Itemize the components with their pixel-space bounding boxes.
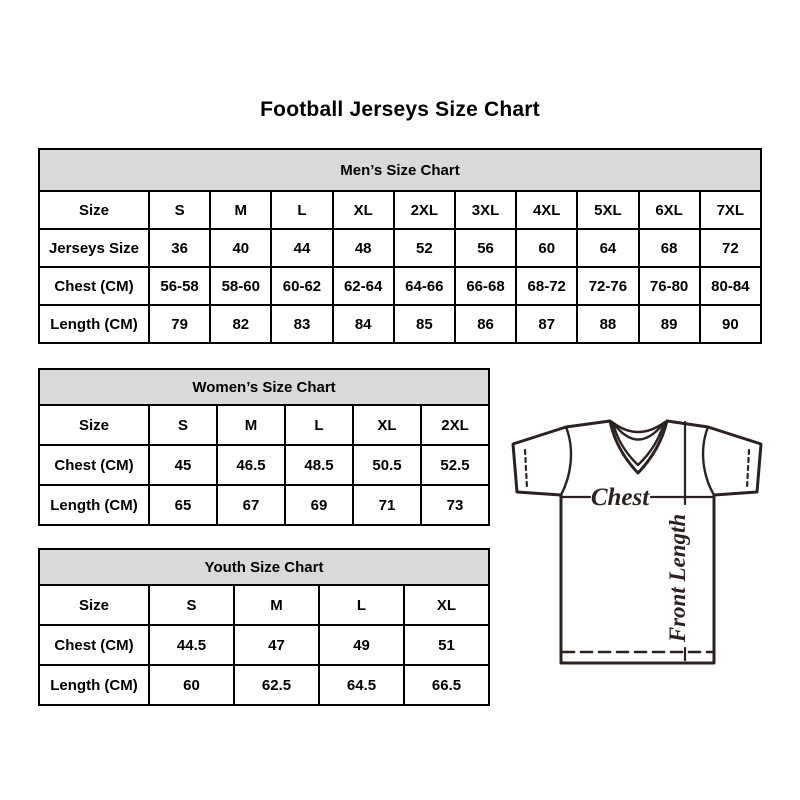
men-cell: S bbox=[149, 191, 210, 229]
men-cell: 66-68 bbox=[455, 267, 516, 305]
women-header-row bbox=[39, 369, 489, 405]
men-cell: 56-58 bbox=[149, 267, 210, 305]
men-cell: M bbox=[210, 191, 271, 229]
men-cell: 2XL bbox=[394, 191, 455, 229]
jersey-armhole-left bbox=[561, 427, 571, 495]
women-cell: 69 bbox=[285, 485, 353, 525]
front-length-label: Front Length bbox=[665, 513, 690, 643]
men-cell: 44 bbox=[271, 229, 332, 267]
men-row-label: Size bbox=[39, 191, 149, 229]
men-cell: 60 bbox=[516, 229, 577, 267]
men-cell: 83 bbox=[271, 305, 332, 343]
men-cell: XL bbox=[333, 191, 394, 229]
page-title: Football Jerseys Size Chart bbox=[260, 98, 540, 121]
men-cell: 86 bbox=[455, 305, 516, 343]
men-cell: 82 bbox=[210, 305, 271, 343]
men-cell: 84 bbox=[333, 305, 394, 343]
chest-label: Chest bbox=[590, 484, 650, 511]
youth-section-header: Youth Size Chart bbox=[39, 549, 489, 585]
youth-table-row bbox=[39, 585, 489, 625]
youth-cell: 60 bbox=[149, 665, 234, 705]
men-cell: 72-76 bbox=[577, 267, 638, 305]
women-cell: S bbox=[149, 405, 217, 445]
men-table-row bbox=[39, 267, 761, 305]
women-cell: 65 bbox=[149, 485, 217, 525]
youth-row-label: Size bbox=[39, 585, 149, 625]
jersey-body-outline bbox=[561, 495, 714, 663]
men-cell: 64 bbox=[577, 229, 638, 267]
men-cell: 58-60 bbox=[210, 267, 271, 305]
youth-header-row bbox=[39, 549, 489, 585]
jersey-sleeve-left bbox=[513, 427, 566, 495]
men-cell: 89 bbox=[639, 305, 700, 343]
women-row-label: Length (CM) bbox=[39, 485, 149, 525]
men-cell: 52 bbox=[394, 229, 455, 267]
women-row-label: Chest (CM) bbox=[39, 445, 149, 485]
women-section-header: Women’s Size Chart bbox=[39, 369, 489, 405]
men-cell: 48 bbox=[333, 229, 394, 267]
youth-cell: 64.5 bbox=[319, 665, 404, 705]
youth-cell: 47 bbox=[234, 625, 319, 665]
youth-cell: 49 bbox=[319, 625, 404, 665]
jersey-shoulder-right bbox=[667, 421, 708, 427]
men-cell: 40 bbox=[210, 229, 271, 267]
youth-table-row bbox=[39, 625, 489, 665]
men-cell: 62-64 bbox=[333, 267, 394, 305]
women-table-row bbox=[39, 405, 489, 445]
men-cell: 88 bbox=[577, 305, 638, 343]
men-row-label: Jerseys Size bbox=[39, 229, 149, 267]
men-cell: 80-84 bbox=[700, 267, 761, 305]
women-cell: 2XL bbox=[421, 405, 489, 445]
men-cell: 6XL bbox=[639, 191, 700, 229]
men-cell: 56 bbox=[455, 229, 516, 267]
men-cell: 68 bbox=[639, 229, 700, 267]
men-header-row bbox=[39, 149, 761, 191]
men-cell: 64-66 bbox=[394, 267, 455, 305]
jersey-armhole-right bbox=[703, 427, 714, 495]
men-table-row bbox=[39, 191, 761, 229]
men-row-label: Chest (CM) bbox=[39, 267, 149, 305]
jersey-cuff-dash-right bbox=[747, 450, 749, 488]
women-cell: 48.5 bbox=[285, 445, 353, 485]
men-cell: 4XL bbox=[516, 191, 577, 229]
women-cell: M bbox=[217, 405, 285, 445]
jersey-shoulder-left bbox=[566, 421, 610, 427]
youth-row-label: Chest (CM) bbox=[39, 625, 149, 665]
women-cell: 73 bbox=[421, 485, 489, 525]
men-cell: 85 bbox=[394, 305, 455, 343]
men-cell: 7XL bbox=[700, 191, 761, 229]
youth-cell: 44.5 bbox=[149, 625, 234, 665]
jersey-collar-band bbox=[613, 423, 664, 465]
men-cell: L bbox=[271, 191, 332, 229]
youth-size-table bbox=[38, 548, 490, 706]
women-cell: XL bbox=[353, 405, 421, 445]
men-section-header: Men’s Size Chart bbox=[39, 149, 761, 191]
men-cell: 3XL bbox=[455, 191, 516, 229]
youth-row-label: Length (CM) bbox=[39, 665, 149, 705]
women-cell: 50.5 bbox=[353, 445, 421, 485]
women-cell: 45 bbox=[149, 445, 217, 485]
youth-table-row bbox=[39, 665, 489, 705]
men-cell: 72 bbox=[700, 229, 761, 267]
men-cell: 60-62 bbox=[271, 267, 332, 305]
men-table-row bbox=[39, 305, 761, 343]
jersey-sleeve-right bbox=[708, 427, 761, 495]
women-cell: L bbox=[285, 405, 353, 445]
men-cell: 36 bbox=[149, 229, 210, 267]
youth-cell: L bbox=[319, 585, 404, 625]
women-cell: 67 bbox=[217, 485, 285, 525]
men-cell: 87 bbox=[516, 305, 577, 343]
women-cell: 52.5 bbox=[421, 445, 489, 485]
jersey-measurement-diagram bbox=[498, 408, 768, 670]
men-cell: 90 bbox=[700, 305, 761, 343]
men-row-label: Length (CM) bbox=[39, 305, 149, 343]
youth-cell: 62.5 bbox=[234, 665, 319, 705]
jersey-cuff-dash-left bbox=[525, 450, 527, 488]
youth-cell: XL bbox=[404, 585, 489, 625]
women-cell: 46.5 bbox=[217, 445, 285, 485]
women-table-row bbox=[39, 485, 489, 525]
mens-size-table bbox=[38, 148, 762, 344]
womens-size-table bbox=[38, 368, 490, 526]
women-table-row bbox=[39, 445, 489, 485]
youth-cell: 51 bbox=[404, 625, 489, 665]
men-table-row bbox=[39, 229, 761, 267]
women-row-label: Size bbox=[39, 405, 149, 445]
men-cell: 79 bbox=[149, 305, 210, 343]
men-cell: 68-72 bbox=[516, 267, 577, 305]
youth-cell: S bbox=[149, 585, 234, 625]
men-cell: 5XL bbox=[577, 191, 638, 229]
men-cell: 76-80 bbox=[639, 267, 700, 305]
youth-cell: 66.5 bbox=[404, 665, 489, 705]
youth-cell: M bbox=[234, 585, 319, 625]
women-cell: 71 bbox=[353, 485, 421, 525]
